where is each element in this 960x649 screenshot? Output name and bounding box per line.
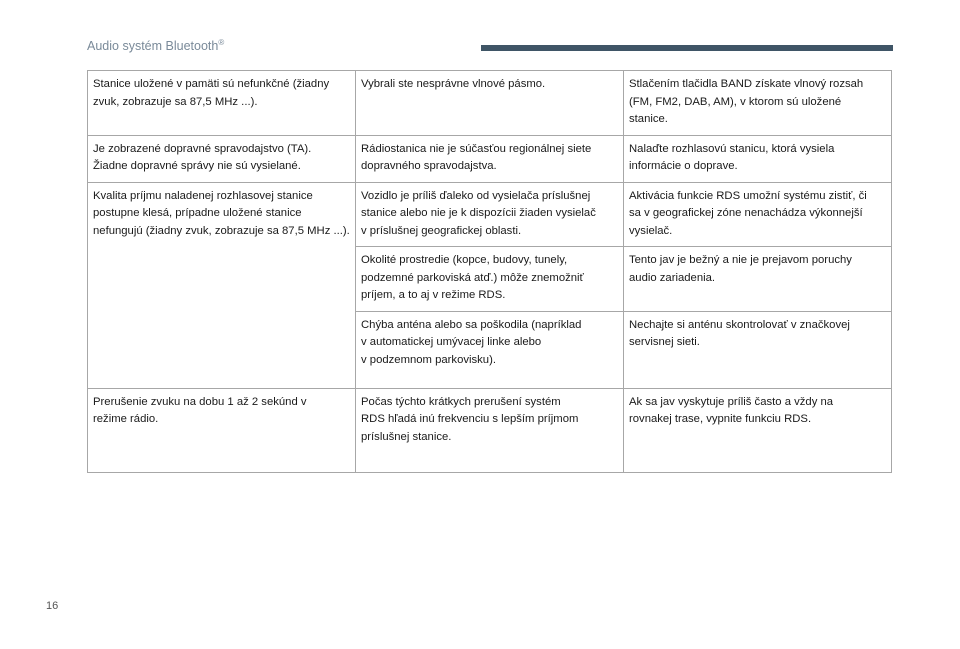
solution-cell: Ak sa jav vyskytuje príliš často a vždy na rovnakej trase, vypnite funkciu RDS. bbox=[624, 388, 892, 472]
registered-mark: ® bbox=[218, 38, 225, 47]
table-row bbox=[88, 135, 892, 182]
solution-cell: Nalaďte rozhlasovú stanicu, ktorá vysiela informácie o doprave. bbox=[624, 135, 892, 182]
cause-cell: Okolité prostredie (kopce, budovy, tunely, podzemné parkoviská atď.) môže znemožniť príjem, a to aj v režime RDS. bbox=[356, 247, 624, 312]
header-title-text: Audio systém Bluetooth bbox=[87, 39, 219, 54]
table-row bbox=[88, 388, 892, 472]
problem-cell: Prerušenie zvuku na dobu 1 až 2 sekúnd v režime rádio. bbox=[88, 388, 356, 472]
problem-cell: Kvalita príjmu naladenej rozhlasovej stanice postupne klesá, prípadne uložené stanice nefungujú (žiadny zvuk, zobrazuje sa 87,5 MHz ...). bbox=[88, 182, 356, 388]
page-number: 16 bbox=[46, 600, 59, 612]
solution-cell: Aktivácia funkcie RDS umožní systému zistiť, či sa v geografickej zóne nenachádza výkonnejší vysielač. bbox=[624, 182, 892, 247]
solution-cell: Tento jav je bežný a nie je prejavom poruchy audio zariadenia. bbox=[624, 247, 892, 312]
header-title bbox=[87, 38, 224, 53]
cause-cell: Vybrali ste nesprávne vlnové pásmo. bbox=[356, 71, 624, 136]
cause-cell: Rádiostanica nie je súčasťou regionálnej siete dopravného spravodajstva. bbox=[356, 135, 624, 182]
cause-cell: Vozidlo je príliš ďaleko od vysielača príslušnej stanice alebo nie je k dispozícii žiaden vysielač v príslušnej geografickej oblasti. bbox=[356, 182, 624, 247]
cause-cell: Chýba anténa alebo sa poškodila (napríklad v automatickej umývacej linke alebo v podzemnom parkovisku). bbox=[356, 311, 624, 388]
table-row bbox=[88, 71, 892, 136]
solution-cell: Stlačením tlačidla BAND získate vlnový rozsah (FM, FM2, DAB, AM), v ktorom sú uložené stanice. bbox=[624, 71, 892, 136]
solution-cell: Nechajte si anténu skontrolovať v značkovej servisnej sieti. bbox=[624, 311, 892, 388]
troubleshooting-table bbox=[87, 70, 892, 473]
header-bar bbox=[481, 45, 893, 51]
cause-cell: Počas týchto krátkych prerušení systém RDS hľadá inú frekvenciu s lepším príjmom príslušnej stanice. bbox=[356, 388, 624, 472]
problem-cell: Je zobrazené dopravné spravodajstvo (TA). Žiadne dopravné správy nie sú vysielané. bbox=[88, 135, 356, 182]
problem-cell: Stanice uložené v pamäti sú nefunkčné (žiadny zvuk, zobrazuje sa 87,5 MHz ...). bbox=[88, 71, 356, 136]
table-row bbox=[88, 182, 892, 247]
